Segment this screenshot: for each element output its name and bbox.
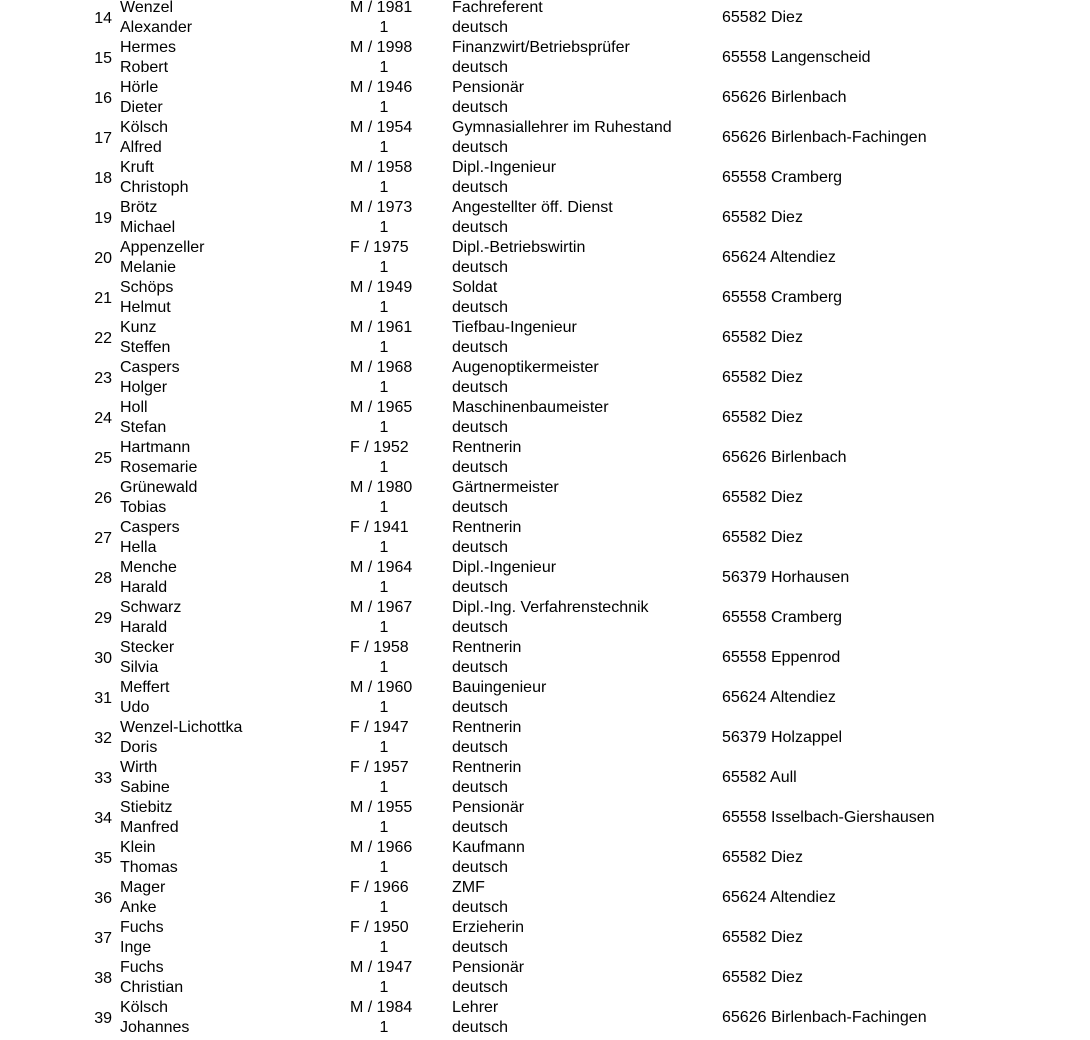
entry-number: 34	[94, 810, 112, 827]
last-name: Grünewald	[120, 479, 198, 496]
first-name: Doris	[120, 739, 158, 756]
profession: Gymnasiallehrer im Ruhestand	[452, 119, 672, 136]
candidate-entry	[0, 80, 1090, 120]
candidate-entry	[0, 0, 1090, 40]
count-value: 1	[379, 739, 389, 756]
profession: Dipl.-Ingenieur	[452, 159, 557, 176]
gender-birth-year: F / 1966	[350, 879, 409, 896]
count-value: 1	[379, 179, 389, 196]
residence: 65626 Birlenbach-Fachingen	[722, 129, 927, 146]
count-value: 1	[379, 59, 389, 76]
entry-number: 18	[94, 170, 112, 187]
nationality: deutsch	[452, 339, 509, 356]
count-value: 1	[379, 459, 389, 476]
residence: 56379 Horhausen	[722, 569, 850, 586]
last-name: Klein	[120, 839, 156, 856]
first-name: Alexander	[120, 19, 193, 36]
residence: 65582 Diez	[722, 969, 803, 986]
profession: Lehrer	[452, 999, 499, 1016]
gender-birth-year: F / 1975	[350, 239, 409, 256]
residence: 65558 Langenscheid	[722, 49, 871, 66]
gender-birth-year: M / 1981	[350, 0, 413, 16]
first-name: Udo	[120, 699, 150, 716]
profession: Pensionär	[452, 959, 525, 976]
last-name: Kölsch	[120, 999, 169, 1016]
gender-birth-year: M / 1958	[350, 159, 413, 176]
last-name: Caspers	[120, 359, 180, 376]
profession: Dipl.-Betriebswirtin	[452, 239, 586, 256]
entry-number: 15	[94, 50, 112, 67]
profession: Kaufmann	[452, 839, 525, 856]
residence: 65582 Diez	[722, 849, 803, 866]
first-name: Dieter	[120, 99, 163, 116]
profession: Fachreferent	[452, 0, 543, 16]
last-name: Wenzel	[120, 0, 174, 16]
nationality: deutsch	[452, 979, 509, 996]
candidate-entry	[0, 160, 1090, 200]
candidate-entry	[0, 40, 1090, 80]
entry-number: 23	[94, 370, 112, 387]
candidate-entry	[0, 800, 1090, 840]
count-value: 1	[379, 419, 389, 436]
profession: Augenoptikermeister	[452, 359, 599, 376]
gender-birth-year: M / 1968	[350, 359, 413, 376]
residence: 65626 Birlenbach-Fachingen	[722, 1009, 927, 1026]
entry-number: 36	[94, 890, 112, 907]
gender-birth-year: M / 1955	[350, 799, 413, 816]
nationality: deutsch	[452, 699, 509, 716]
candidate-entry	[0, 480, 1090, 520]
entry-number: 16	[94, 90, 112, 107]
candidate-entry	[0, 760, 1090, 800]
residence: 65582 Diez	[722, 329, 803, 346]
entry-number: 32	[94, 730, 112, 747]
profession: Dipl.-Ingenieur	[452, 559, 557, 576]
candidate-entry	[0, 920, 1090, 960]
count-value: 1	[379, 259, 389, 276]
count-value: 1	[379, 499, 389, 516]
residence: 65626 Birlenbach	[722, 89, 847, 106]
nationality: deutsch	[452, 459, 509, 476]
first-name: Holger	[120, 379, 168, 396]
last-name: Meffert	[120, 679, 170, 696]
gender-birth-year: F / 1952	[350, 439, 409, 456]
profession: Rentnerin	[452, 759, 522, 776]
nationality: deutsch	[452, 1019, 509, 1036]
candidate-entry	[0, 320, 1090, 360]
count-value: 1	[379, 979, 389, 996]
first-name: Steffen	[120, 339, 171, 356]
candidate-entry	[0, 880, 1090, 920]
count-value: 1	[379, 779, 389, 796]
count-value: 1	[379, 19, 389, 36]
residence: 65558 Cramberg	[722, 609, 843, 626]
entry-number: 25	[94, 450, 112, 467]
candidate-entry	[0, 400, 1090, 440]
nationality: deutsch	[452, 819, 509, 836]
gender-birth-year: M / 1954	[350, 119, 413, 136]
entry-number: 19	[94, 210, 112, 227]
gender-birth-year: M / 1949	[350, 279, 413, 296]
last-name: Wirth	[120, 759, 158, 776]
candidate-entry	[0, 440, 1090, 480]
count-value: 1	[379, 139, 389, 156]
entry-number: 21	[94, 290, 112, 307]
candidate-entry	[0, 1000, 1090, 1040]
nationality: deutsch	[452, 59, 509, 76]
count-value: 1	[379, 819, 389, 836]
gender-birth-year: M / 1980	[350, 479, 413, 496]
nationality: deutsch	[452, 99, 509, 116]
count-value: 1	[379, 1019, 389, 1036]
last-name: Fuchs	[120, 959, 164, 976]
nationality: deutsch	[452, 739, 509, 756]
residence: 65626 Birlenbach	[722, 449, 847, 466]
profession: Rentnerin	[452, 719, 522, 736]
nationality: deutsch	[452, 179, 509, 196]
candidate-entry	[0, 840, 1090, 880]
nationality: deutsch	[452, 259, 509, 276]
gender-birth-year: F / 1958	[350, 639, 409, 656]
residence: 65624 Altendiez	[722, 889, 836, 906]
gender-birth-year: M / 1947	[350, 959, 413, 976]
last-name: Brötz	[120, 199, 158, 216]
count-value: 1	[379, 699, 389, 716]
last-name: Kunz	[120, 319, 157, 336]
count-value: 1	[379, 619, 389, 636]
first-name: Manfred	[120, 819, 179, 836]
nationality: deutsch	[452, 19, 509, 36]
residence: 65558 Cramberg	[722, 289, 843, 306]
first-name: Sabine	[120, 779, 170, 796]
profession: Angestellter öff. Dienst	[452, 199, 613, 216]
gender-birth-year: M / 1967	[350, 599, 413, 616]
entry-number: 29	[94, 610, 112, 627]
gender-birth-year: M / 1961	[350, 319, 413, 336]
count-value: 1	[379, 539, 389, 556]
last-name: Caspers	[120, 519, 180, 536]
gender-birth-year: M / 1946	[350, 79, 413, 96]
candidate-entry	[0, 680, 1090, 720]
residence: 65582 Diez	[722, 929, 803, 946]
gender-birth-year: M / 1966	[350, 839, 413, 856]
nationality: deutsch	[452, 299, 509, 316]
candidate-entry	[0, 280, 1090, 320]
first-name: Stefan	[120, 419, 167, 436]
last-name: Menche	[120, 559, 177, 576]
entry-number: 24	[94, 410, 112, 427]
residence: 65624 Altendiez	[722, 689, 836, 706]
entry-number: 30	[94, 650, 112, 667]
last-name: Hartmann	[120, 439, 191, 456]
first-name: Melanie	[120, 259, 177, 276]
last-name: Hermes	[120, 39, 177, 56]
candidate-entry	[0, 240, 1090, 280]
count-value: 1	[379, 659, 389, 676]
entry-number: 22	[94, 330, 112, 347]
nationality: deutsch	[452, 659, 509, 676]
candidate-entry	[0, 720, 1090, 760]
profession: Soldat	[452, 279, 498, 296]
residence: 65582 Diez	[722, 9, 803, 26]
entry-number: 39	[94, 1010, 112, 1027]
profession: Finanzwirt/Betriebsprüfer	[452, 39, 630, 56]
nationality: deutsch	[452, 579, 509, 596]
first-name: Silvia	[120, 659, 159, 676]
gender-birth-year: F / 1957	[350, 759, 409, 776]
entry-number: 33	[94, 770, 112, 787]
nationality: deutsch	[452, 379, 509, 396]
entry-number: 35	[94, 850, 112, 867]
first-name: Michael	[120, 219, 176, 236]
last-name: Fuchs	[120, 919, 164, 936]
count-value: 1	[379, 859, 389, 876]
nationality: deutsch	[452, 219, 509, 236]
profession: Rentnerin	[452, 439, 522, 456]
last-name: Kölsch	[120, 119, 169, 136]
residence: 65624 Altendiez	[722, 249, 836, 266]
profession: Erzieherin	[452, 919, 525, 936]
gender-birth-year: M / 1973	[350, 199, 413, 216]
last-name: Wenzel-Lichottka	[120, 719, 243, 736]
nationality: deutsch	[452, 419, 509, 436]
profession: Bauingenieur	[452, 679, 547, 696]
candidate-entry	[0, 960, 1090, 1000]
entry-number: 20	[94, 250, 112, 267]
first-name: Thomas	[120, 859, 178, 876]
gender-birth-year: M / 1960	[350, 679, 413, 696]
residence: 56379 Holzappel	[722, 729, 843, 746]
profession: Dipl.-Ing. Verfahrenstechnik	[452, 599, 649, 616]
residence: 65582 Diez	[722, 409, 803, 426]
first-name: Helmut	[120, 299, 171, 316]
gender-birth-year: F / 1950	[350, 919, 409, 936]
entry-number: 27	[94, 530, 112, 547]
nationality: deutsch	[452, 779, 509, 796]
profession: Tiefbau-Ingenieur	[452, 319, 577, 336]
gender-birth-year: M / 1965	[350, 399, 413, 416]
entry-number: 31	[94, 690, 112, 707]
first-name: Inge	[120, 939, 152, 956]
residence: 65582 Diez	[722, 489, 803, 506]
candidate-entry	[0, 520, 1090, 560]
first-name: Harald	[120, 619, 168, 636]
count-value: 1	[379, 899, 389, 916]
nationality: deutsch	[452, 499, 509, 516]
first-name: Johannes	[120, 1019, 190, 1036]
gender-birth-year: F / 1947	[350, 719, 409, 736]
entry-number: 28	[94, 570, 112, 587]
profession: Gärtnermeister	[452, 479, 559, 496]
entry-number: 38	[94, 970, 112, 987]
count-value: 1	[379, 219, 389, 236]
candidate-entry	[0, 600, 1090, 640]
nationality: deutsch	[452, 619, 509, 636]
count-value: 1	[379, 379, 389, 396]
first-name: Christian	[120, 979, 184, 996]
first-name: Harald	[120, 579, 168, 596]
nationality: deutsch	[452, 939, 509, 956]
nationality: deutsch	[452, 899, 509, 916]
residence: 65558 Eppenrod	[722, 649, 841, 666]
gender-birth-year: M / 1984	[350, 999, 413, 1016]
first-name: Tobias	[120, 499, 167, 516]
first-name: Anke	[120, 899, 157, 916]
last-name: Schöps	[120, 279, 174, 296]
gender-birth-year: M / 1964	[350, 559, 413, 576]
first-name: Robert	[120, 59, 169, 76]
first-name: Christoph	[120, 179, 189, 196]
first-name: Alfred	[120, 139, 162, 156]
count-value: 1	[379, 579, 389, 596]
last-name: Stecker	[120, 639, 175, 656]
last-name: Appenzeller	[120, 239, 205, 256]
gender-birth-year: F / 1941	[350, 519, 409, 536]
profession: Rentnerin	[452, 519, 522, 536]
entry-number: 14	[94, 10, 112, 27]
profession: Pensionär	[452, 79, 525, 96]
nationality: deutsch	[452, 859, 509, 876]
first-name: Rosemarie	[120, 459, 198, 476]
last-name: Hörle	[120, 79, 159, 96]
last-name: Kruft	[120, 159, 154, 176]
residence: 65582 Aull	[722, 769, 797, 786]
profession: Rentnerin	[452, 639, 522, 656]
count-value: 1	[379, 339, 389, 356]
last-name: Schwarz	[120, 599, 182, 616]
nationality: deutsch	[452, 139, 509, 156]
count-value: 1	[379, 939, 389, 956]
count-value: 1	[379, 99, 389, 116]
entry-number: 17	[94, 130, 112, 147]
residence: 65558 Isselbach-Giershausen	[722, 809, 935, 826]
profession: Pensionär	[452, 799, 525, 816]
first-name: Hella	[120, 539, 157, 556]
entry-number: 26	[94, 490, 112, 507]
residence: 65558 Cramberg	[722, 169, 843, 186]
profession: ZMF	[452, 879, 485, 896]
last-name: Holl	[120, 399, 148, 416]
residence: 65582 Diez	[722, 529, 803, 546]
entry-number: 37	[94, 930, 112, 947]
profession: Maschinenbaumeister	[452, 399, 609, 416]
residence: 65582 Diez	[722, 209, 803, 226]
gender-birth-year: M / 1998	[350, 39, 413, 56]
candidate-entry	[0, 640, 1090, 680]
candidate-entry	[0, 360, 1090, 400]
last-name: Mager	[120, 879, 166, 896]
candidate-entry	[0, 200, 1090, 240]
count-value: 1	[379, 299, 389, 316]
candidate-entry	[0, 560, 1090, 600]
candidate-entry	[0, 120, 1090, 160]
residence: 65582 Diez	[722, 369, 803, 386]
last-name: Stiebitz	[120, 799, 173, 816]
nationality: deutsch	[452, 539, 509, 556]
